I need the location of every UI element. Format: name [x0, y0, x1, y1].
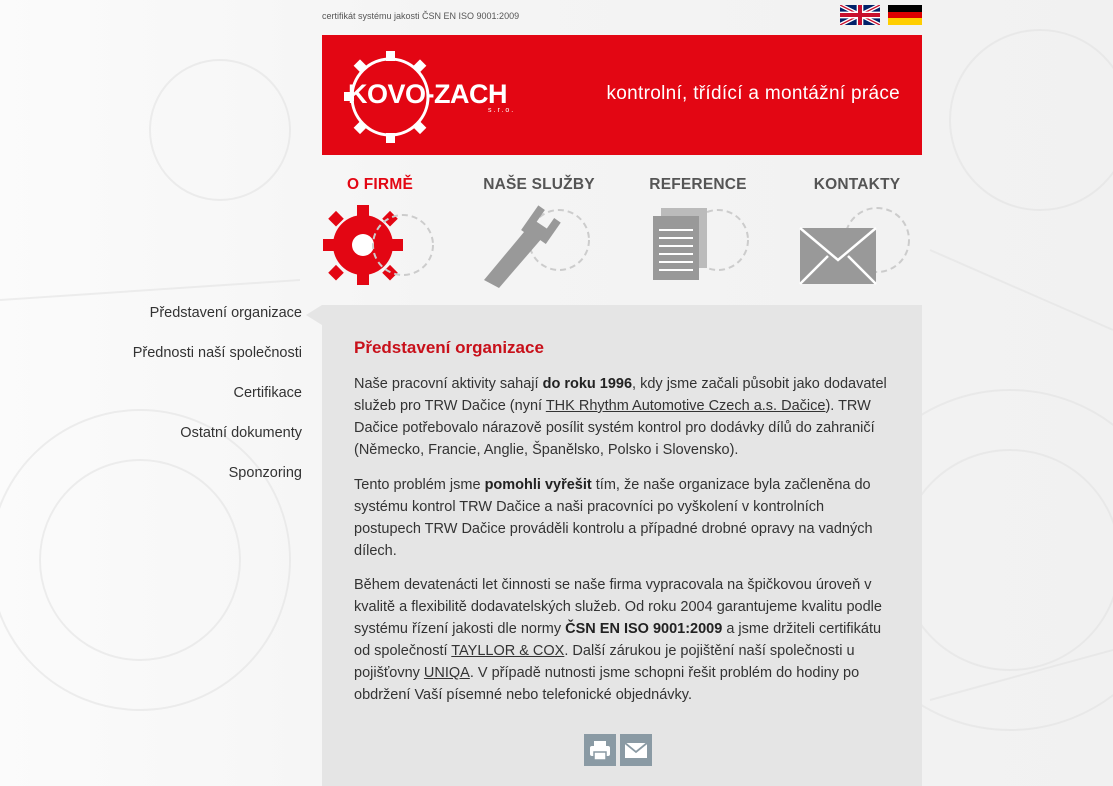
content-panel [322, 305, 922, 786]
nav-item-nase-sluzby[interactable] [474, 170, 604, 295]
documents-icon [633, 200, 763, 290]
text: . Další zárukou je pojištění naší společnosti u pojišťovny [354, 643, 855, 681]
logo-text: KOVO-ZACH [348, 79, 507, 109]
paragraph-2 [354, 474, 894, 562]
caliper-icon [474, 200, 604, 290]
nav-label: O FIRMĚ [347, 176, 413, 193]
text: , kdy jsme začali působit jako dodavatel služeb pro TRW Dačice (nyní [354, 376, 887, 414]
tayllor-cox-link[interactable]: TAYLLOR & COX [451, 643, 565, 659]
nav-item-o-firme[interactable] [315, 170, 445, 295]
paragraph-3 [354, 574, 894, 706]
nav-item-kontakty[interactable] [792, 170, 922, 295]
bold-text: ČSN EN ISO 9001:2009 [565, 621, 723, 637]
logo-subtext: s.r.o. [488, 107, 516, 114]
text: a jsme držiteli certifikátu od společností [354, 621, 882, 659]
sidebar-item-predstaveni[interactable]: Představení organizace [149, 305, 302, 321]
text: Tento problém jsme [354, 477, 485, 493]
certificate-text: certifikát systému jakosti ČSN EN ISO 9001:2009 [322, 11, 520, 21]
text: . V případě nutnosti jsme schopni řešit problém do hodiny po obdržení Vaší písemné nebo telefonické objednávky. [354, 665, 860, 703]
text: ). TRW Dačice potřebovalo nárazově posílit systém kontrol pro dodávky dílů do zahraničí (Německo, Francie, Anglie, Španělsko, Polsko i Slovensko). [354, 398, 875, 458]
text: Naše pracovní aktivity sahají [354, 376, 543, 392]
page-title: Představení organizace [354, 338, 544, 357]
nav-label: KONTAKTY [813, 176, 901, 193]
nav-item-reference[interactable] [633, 170, 763, 295]
envelope-icon [792, 200, 922, 290]
sidebar-item-sponzoring[interactable]: Sponzoring [228, 465, 302, 481]
sidebar-item-certifikace[interactable]: Certifikace [233, 385, 302, 401]
print-icon[interactable] [584, 734, 616, 766]
thk-link[interactable]: THK Rhythm Automotive Czech a.s. Dačice [545, 398, 826, 414]
english-flag-icon[interactable] [840, 5, 880, 25]
bold-text: pomohli vyřešit [484, 477, 592, 493]
header-banner [322, 35, 922, 155]
uniqa-link[interactable]: UNIQA [423, 665, 470, 681]
top-bar [322, 0, 922, 35]
german-flag-icon[interactable] [888, 5, 922, 25]
gear-icon [315, 200, 445, 290]
nav-label: REFERENCE [649, 176, 747, 193]
bold-text: do roku 1996 [542, 376, 633, 392]
tagline: kontrolní, třídící a montážní práce [606, 83, 900, 104]
text: tím, že naše organizace byla začleněna do systému kontrol TRW Dačice a naši pracovníci po vyškolení v kontrolních postupech TRW Dačice prováděli kontrolu a případné drobné opravy na vadných dílech. [354, 477, 873, 559]
sidebar-item-prednosti[interactable]: Přednosti naší společnosti [132, 345, 302, 361]
sidebar-item-ostatni-dokumenty[interactable]: Ostatní dokumenty [180, 425, 302, 441]
paragraph-1 [354, 373, 894, 461]
active-pointer [306, 305, 322, 325]
main-navigation [322, 170, 922, 300]
nav-label: NAŠE SLUŽBY [483, 176, 595, 193]
text: Během devatenácti let činnosti se naše firma vypracovala na špičkovou úroveň v kvalitě a flexibilitě dodavatelských služeb. Od roku 2004 garantujeme kvalitu podle systému řízení jakosti dle normy [354, 577, 882, 637]
email-icon[interactable] [620, 734, 652, 766]
